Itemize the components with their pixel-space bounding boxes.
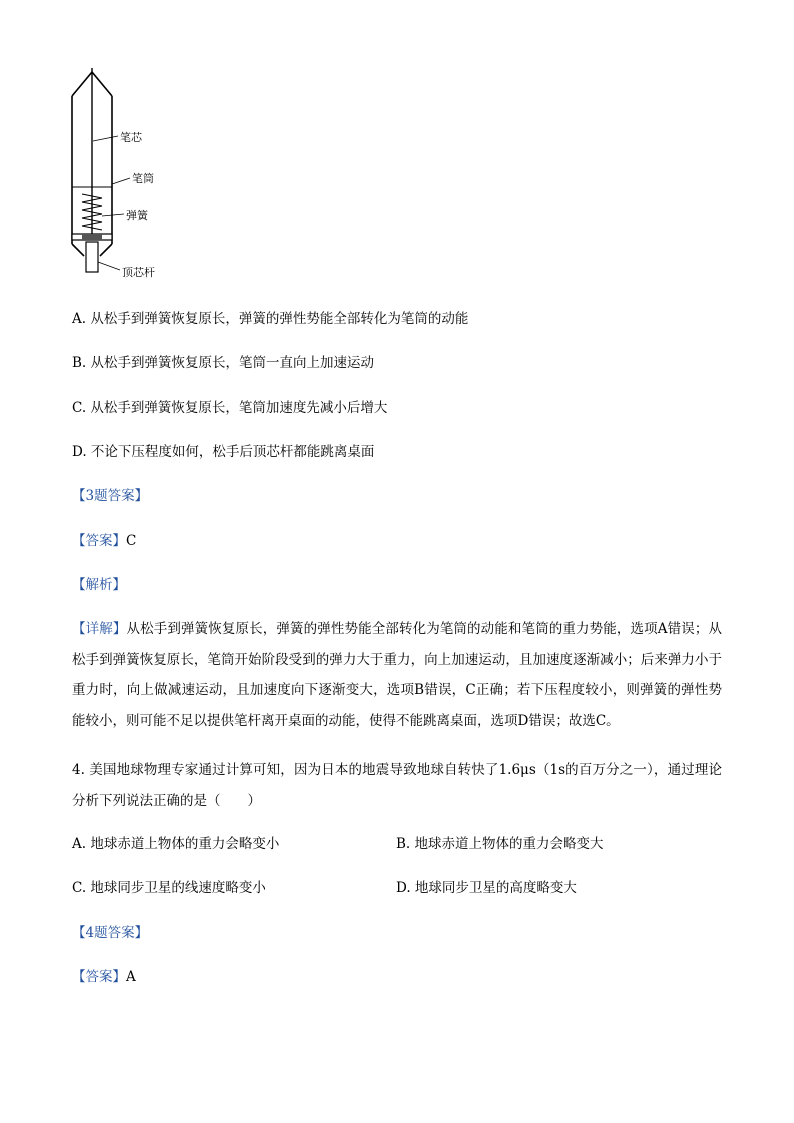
pointer-refill <box>93 136 118 141</box>
q4-answer-header: 【4题答案】 <box>72 925 149 941</box>
q4-option-c: C. 地球同步卫星的线速度略变小 <box>72 880 266 896</box>
pointer-spring <box>102 214 124 216</box>
pen-diagram <box>60 66 180 280</box>
q3-answer-header: 【3题答案】 <box>72 488 149 504</box>
q4-answer-tag: 【答案】 <box>72 969 126 985</box>
q4-option-d: D. 地球同步卫星的高度略变大 <box>396 880 577 896</box>
q4-answer-value: A <box>126 969 136 985</box>
q3-analysis-header: 【解析】 <box>72 577 126 593</box>
label-barrel: 笔筒 <box>132 172 154 185</box>
bottom-taper-right <box>100 244 112 256</box>
q3-detail-paragraph <box>72 614 722 736</box>
label-spring: 弹簧 <box>126 209 148 222</box>
label-rod: 顶芯杆 <box>122 266 155 279</box>
bottom-taper-left <box>72 244 84 256</box>
q4-option-b: B. 地球赤道上物体的重力会略变大 <box>396 836 604 852</box>
q4-stem: 4. 美国地球物理专家通过计算可知，因为日本的地震导致地球自转快了1.6μs（1s的百万分之一），通过理论分析下列说法正确的是（ ） <box>72 762 722 809</box>
q3-answer-tag: 【答案】 <box>72 533 126 549</box>
q3-option-a: A. 从松手到弹簧恢复原长，弹簧的弹性势能全部转化为笔筒的动能 <box>72 311 469 327</box>
q4-option-a: A. 地球赤道上物体的重力会略变小 <box>72 836 280 852</box>
plate-center <box>82 234 102 240</box>
q3-option-b: B. 从松手到弹簧恢复原长，笔筒一直向上加速运动 <box>72 355 375 371</box>
q3-option-c: C. 从松手到弹簧恢复原长，笔筒加速度先减小后增大 <box>72 400 388 416</box>
q4-answer-line <box>72 967 136 987</box>
q3-option-d: D. 不论下压程度如何，松手后顶芯杆都能跳离桌面 <box>72 444 375 460</box>
label-refill: 笔芯 <box>120 131 142 144</box>
pointer-rod <box>98 262 120 270</box>
q3-answer-line <box>72 531 136 551</box>
q3-answer-value: C <box>126 533 137 549</box>
top-rod <box>86 242 98 272</box>
pointer-barrel <box>112 178 130 184</box>
q3-detail-tag: 【详解】 <box>72 621 127 637</box>
q3-detail-text: 从松手到弹簧恢复原长，弹簧的弹性势能全部转化为笔筒的动能和笔筒的重力势能，选项A错误；从松手到弹簧恢复原长，笔筒开始阶段受到的弹力大于重力，向上加速运动，且加速度逐渐减小；后来弹力小于重力时，向上做减速运动，且加速度向下逐渐变大，选项B错误，C正确；若下压程度较小，则弹簧的弹性势能较小，则可能不足以提供笔杆离开桌面的动能，使得不能跳离桌面，选项D错误；故选C。 <box>72 621 723 729</box>
pen-diagram-svg <box>60 66 180 280</box>
